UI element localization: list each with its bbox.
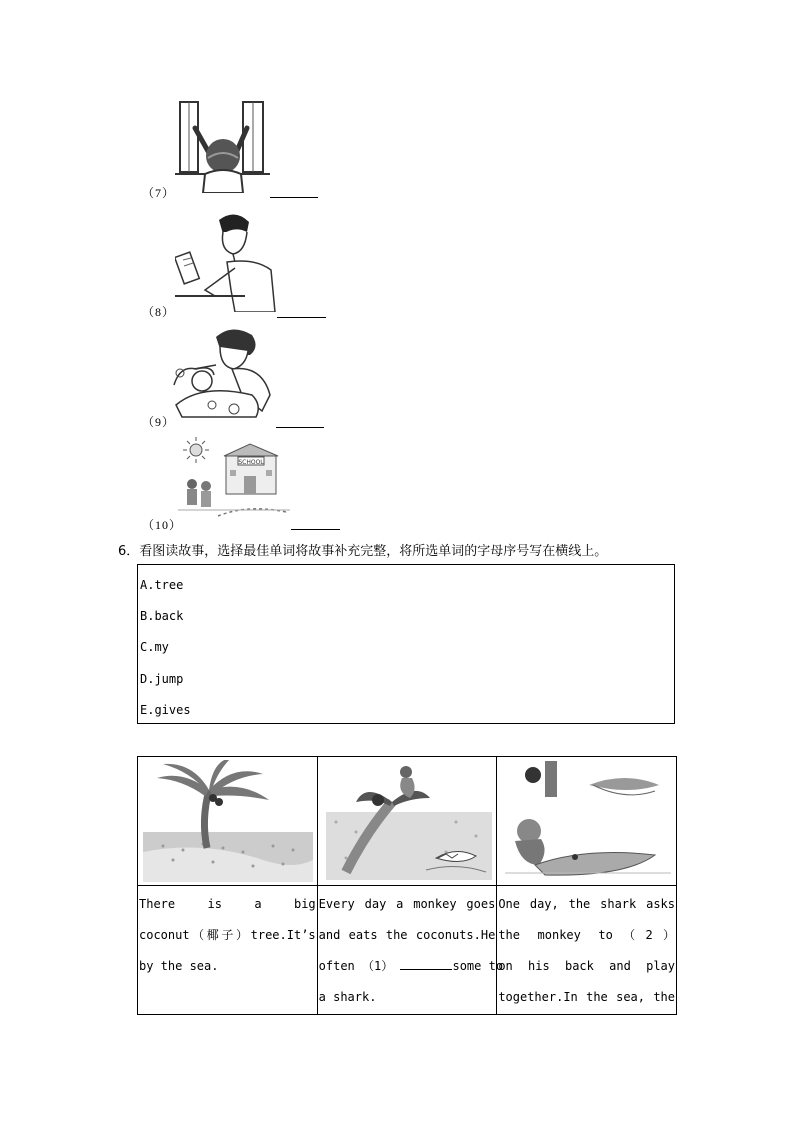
story-text-cell-3 bbox=[497, 886, 677, 1015]
school-sign: SCHOOL bbox=[238, 459, 264, 466]
story-line: by the sea. bbox=[139, 959, 219, 973]
story-line: and eats the coconuts.He bbox=[318, 928, 496, 942]
story-line: There is a big bbox=[139, 897, 316, 911]
story-picture-cell bbox=[317, 757, 497, 886]
boy-reading-book-picture bbox=[175, 210, 280, 312]
option-d: D.jump bbox=[140, 672, 184, 686]
story-line: One day, the shark asks bbox=[498, 897, 675, 911]
story-line-with-blank bbox=[318, 951, 504, 982]
option-b: B.back bbox=[140, 609, 184, 623]
story-picture-cell bbox=[138, 757, 318, 886]
answer-blank[interactable] bbox=[276, 427, 324, 428]
monkey-on-shark-back-picture bbox=[505, 761, 671, 885]
story-line: coconut（椰子）tree.It’s bbox=[139, 928, 316, 942]
item-number: （7） bbox=[142, 186, 176, 200]
children-going-to-school-picture bbox=[178, 434, 290, 529]
story-line: on his back and play bbox=[498, 959, 675, 973]
item-number: （9） bbox=[142, 415, 176, 429]
option-c: C.my bbox=[140, 640, 169, 654]
story-line: a shark. bbox=[318, 990, 377, 1004]
monkey-on-tree-shark-picture bbox=[326, 762, 492, 884]
story-text: often （1） bbox=[318, 959, 401, 973]
coconut-tree-by-sea-picture bbox=[143, 760, 313, 886]
question-title: 6．看图读故事，选择最佳单词将故事补充完整，将所选单词的字母序号写在横线上。 bbox=[118, 544, 608, 559]
story-line: together.In the sea, the bbox=[498, 990, 675, 1004]
child-opening-window-picture bbox=[175, 98, 270, 193]
mother-waking-child-picture bbox=[172, 325, 277, 420]
item-number: （8） bbox=[142, 305, 176, 319]
answer-blank[interactable] bbox=[277, 317, 326, 318]
answer-blank[interactable] bbox=[270, 197, 318, 198]
story-picture-cell bbox=[497, 757, 677, 886]
story-text-cell-2 bbox=[317, 886, 504, 1015]
answer-blank[interactable] bbox=[291, 529, 340, 530]
option-e: E.gives bbox=[140, 703, 191, 717]
story-line: Every day a monkey goes bbox=[318, 897, 496, 911]
answer-blank-1[interactable] bbox=[400, 958, 452, 970]
word-options-box bbox=[137, 564, 675, 724]
item-number: （10） bbox=[142, 518, 183, 532]
story-text: some to bbox=[452, 959, 504, 973]
story-line: the monkey to（2） bbox=[498, 928, 675, 942]
story-text-cell-1 bbox=[138, 886, 318, 1015]
option-a: A.tree bbox=[140, 578, 184, 592]
story-table bbox=[137, 756, 677, 1015]
